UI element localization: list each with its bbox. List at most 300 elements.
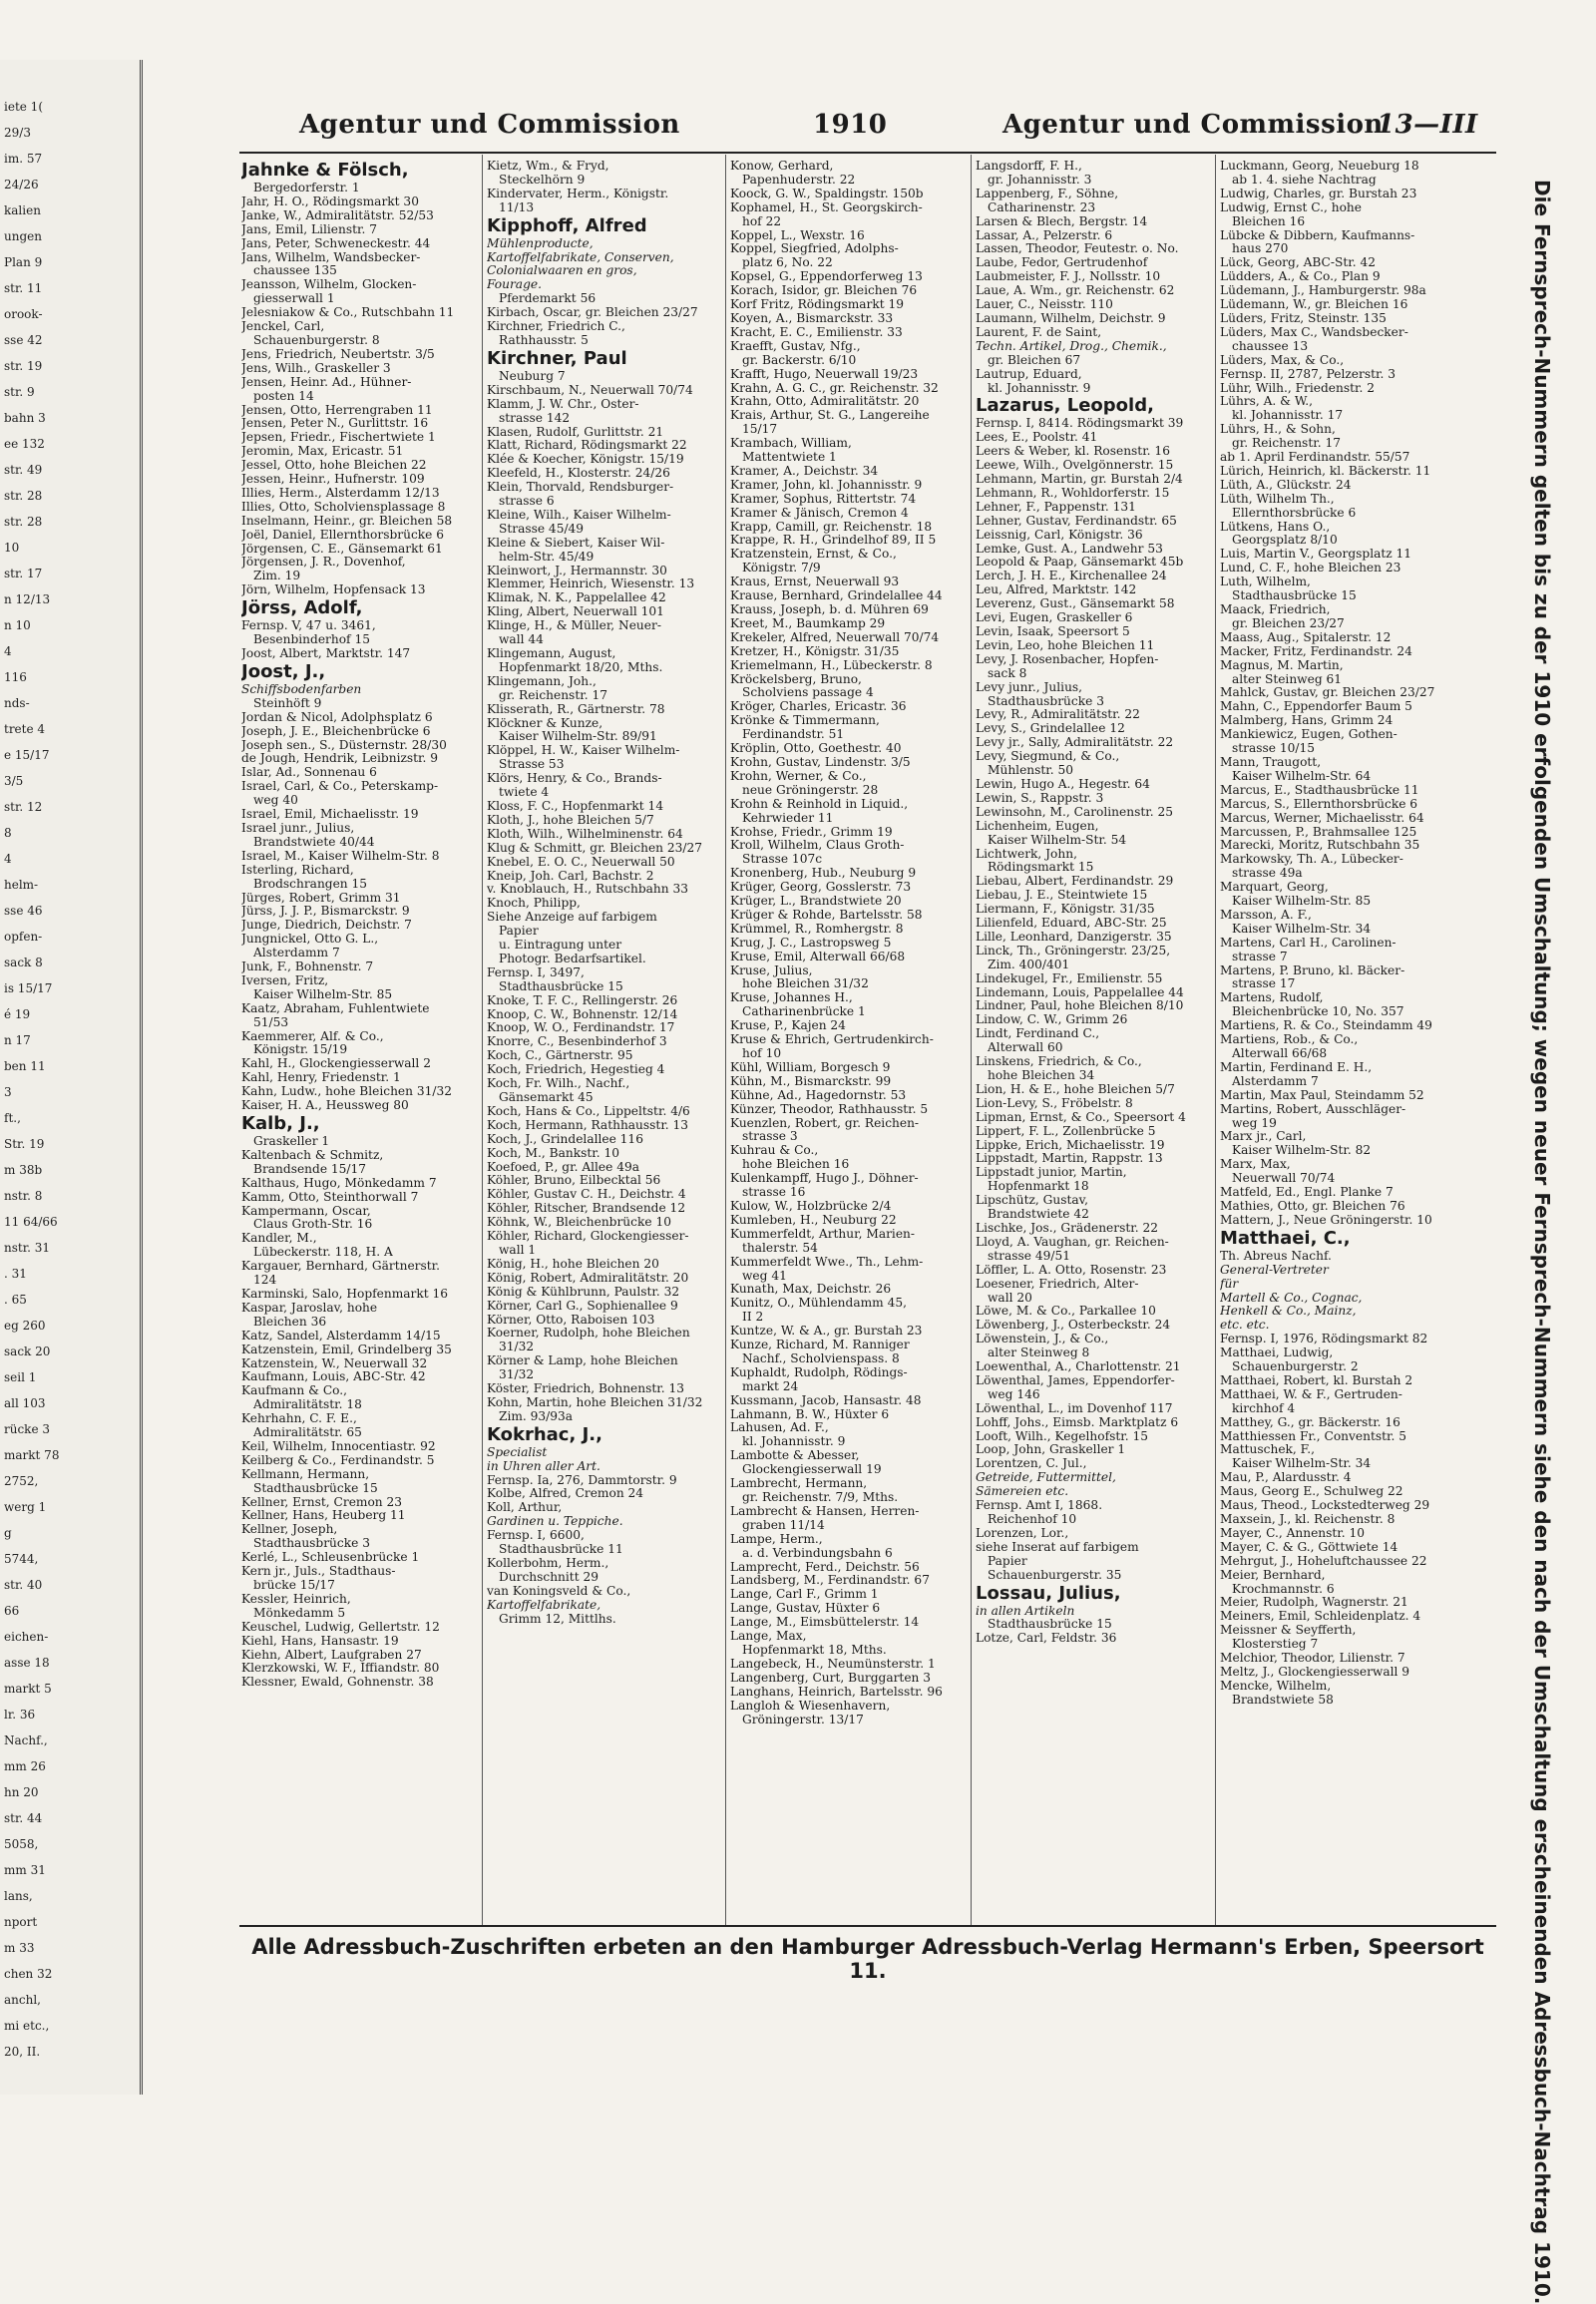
directory-entry: Lewin, S., Rappstr. 3 [976,791,1104,805]
header-right-title: Agentur und Commission [1002,110,1384,140]
edge-fragment: str. 28 [4,515,43,529]
directory-entry: Markowsky, Th. A., Lübecker- [1220,853,1403,867]
directory-entry: Lerch, J. H. E., Kirchenallee 24 [976,570,1167,583]
directory-entry: Koch, C., Gärtnerstr. 95 [487,1049,633,1063]
directory-entry: Lüders, Max C., Wandsbecker- [1220,325,1408,339]
edge-fragment: e 15/17 [4,748,50,762]
directory-entry: Lotze, Carl, Feldstr. 36 [976,1632,1117,1646]
directory-entry: Langloh & Wiesenhavern, [730,1699,891,1713]
directory-entry: Lewin, Hugo A., Hegestr. 64 [976,777,1150,791]
directory-entry: Kneip, Joh. Carl, Bachstr. 2 [487,869,654,883]
edge-fragment: Str. 19 [4,1137,45,1151]
directory-entry: Laurent, F. de Saint, [976,325,1102,339]
edge-fragment: é 19 [4,1007,31,1021]
firm-heading: Joost, J., [241,660,326,682]
header-left-title: Agentur und Commission [299,110,680,140]
directory-entry: Maass, Aug., Spitalerstr. 12 [1220,630,1392,644]
directory-entry: Fernsp. I, 1976, Rödingsmarkt 82 [1220,1333,1428,1346]
directory-entry: Künzer, Theodor, Rathhausstr. 5 [730,1102,929,1116]
column-divider [482,155,483,1925]
directory-entry: Krohn & Reinhold in Liquid., [730,797,909,811]
directory-entry: Kolbe, Alfred, Cremon 24 [487,1487,644,1501]
edge-fragment: kalien [4,203,41,217]
firm-heading: Jörss, Adolf, [241,597,363,619]
directory-entry: Jenckel, Carl, [241,320,325,334]
directory-entry: Klée & Koecher, Königstr. 15/19 [487,453,684,467]
directory-entry: Fernsp. II, 2787, Pelzerstr. 3 [1220,367,1396,381]
directory-entry: Lüth, Wilhelm Th., [1220,492,1335,506]
edge-fragment: 3/5 [4,774,24,788]
edge-fragment: markt 78 [4,1448,60,1462]
directory-entry: Bleichen 36 [253,1315,327,1329]
directory-entry: platz 6, No. 22 [742,256,833,270]
directory-entry: Kracht, E. C., Emilienstr. 33 [730,325,903,339]
directory-entry: Mencke, Wilhelm, [1220,1679,1332,1693]
directory-entry: Gänsemarkt 45 [499,1091,594,1104]
edge-fragment: ungen [4,229,42,243]
directory-entry: helm-Str. 45/49 [499,550,595,564]
directory-entry: Klöckner & Kunze, [487,716,603,730]
directory-entry: Meier, Rudolph, Wagnerstr. 21 [1220,1596,1408,1610]
directory-entry: Lippke, Erich, Michaelisstr. 19 [976,1138,1165,1152]
directory-entry: Brandsende 15/17 [253,1162,367,1176]
directory-entry: Kramer & Jänisch, Cremon 4 [730,506,909,520]
directory-entry: Lohff, Johs., Eimsb. Marktplatz 6 [976,1415,1179,1429]
directory-entry: Melchior, Theodor, Lilienstr. 7 [1220,1652,1405,1666]
directory-entry: Kaiser Wilhelm-Str. 82 [1232,1144,1372,1158]
directory-entry: kirchhof 4 [1232,1401,1296,1415]
directory-entry: Konow, Gerhard, [730,160,834,173]
directory-entry: Lichenheim, Eugen, [976,819,1099,833]
directory-entry: kl. Johannisstr. 17 [1232,409,1344,423]
directory-entry: Kroll, Wilhelm, Claus Groth- [730,839,905,853]
edge-fragment: g [4,1526,12,1540]
directory-entry: Martens, P. Bruno, kl. Bäcker- [1220,963,1405,977]
edge-fragment: 4 [4,852,12,866]
directory-entry: Köhler, Gustav C. H., Deichstr. 4 [487,1188,686,1202]
directory-entry: Lippstadt junior, Martin, [976,1166,1127,1180]
directory-entry: Lund, C. F., hohe Bleichen 23 [1220,562,1401,576]
directory-entry: weg 19 [1232,1116,1277,1130]
edge-fragment: rücke 3 [4,1422,51,1436]
directory-entry: Lütkens, Hans O., [1220,520,1331,534]
directory-entry: Kaemmerer, Alf. & Co., [241,1029,384,1043]
edge-fragment: im. 57 [4,152,43,166]
edge-fragment: 5058, [4,1837,39,1851]
footer-rule [239,1925,1496,1927]
directory-entry: Klerzkowski, W. F., Iffiandstr. 80 [241,1662,440,1676]
directory-entry: Jungnickel, Otto G. L., [241,933,379,947]
directory-entry: Kummerfeldt Wwe., Th., Lehm- [730,1255,924,1269]
directory-entry: Krambach, William, [730,437,852,451]
firm-heading: Kokrhac, J., [487,1423,602,1445]
directory-entry: Kühl, William, Borgesch 9 [730,1060,891,1074]
directory-entry: Neuerwall 70/74 [1232,1172,1336,1186]
directory-entry: Lautrup, Eduard, [976,367,1082,381]
directory-entry: Kandler, M., [241,1232,317,1246]
directory-entry: weg 41 [742,1269,787,1283]
directory-entry: strasse 49/51 [988,1249,1070,1263]
directory-entry: Kaufmann, Louis, ABC-Str. 42 [241,1370,426,1384]
directory-entry: Krais, Arthur, St. G., Langereihe [730,409,930,423]
directory-entry: Krüger, Georg, Gosslerstr. 73 [730,881,912,895]
directory-entry: Katz, Sandel, Alsterdamm 14/15 [241,1329,441,1343]
directory-entry: Leissnig, Carl, Königstr. 36 [976,528,1143,542]
directory-entry: Krüger & Rohde, Bartelsstr. 58 [730,908,923,922]
directory-entry: Kern jr., Juls., Stadthaus- [241,1565,396,1579]
directory-entry: General-Vertreter [1220,1263,1329,1277]
directory-entry: Strasse 45/49 [499,522,585,536]
side-notice: Die Fernsprech-Nummern gelten bis zu der 1910 erfolgenden Umschaltung; wegen neuer Fernsprech-Nummern siehe den nach der Umschaltung erscheinenden Adressbuch-Nachtrag 1910. [1530,180,1554,2304]
directory-entry: Matthaei, W. & F., Gertruden- [1220,1387,1402,1401]
directory-entry: Islar, Ad., Sonnenau 6 [241,766,377,780]
directory-entry: Brandstwiete 42 [988,1208,1089,1222]
directory-column-5 [1220,160,1459,1923]
directory-entry: Kloth, Wilh., Wilhelminenstr. 64 [487,827,683,841]
directory-entry: Knoke, T. F. C., Rellingerstr. 26 [487,993,678,1007]
edge-fragment: str. 9 [4,385,35,399]
directory-entry: Laumann, Wilhelm, Deichstr. 9 [976,311,1166,325]
directory-entry: Papier [499,925,539,939]
directory-entry: Krüger, L., Brandstwiete 20 [730,895,902,909]
directory-entry: wall 44 [499,633,544,647]
edge-fragment: lans, [4,1889,33,1903]
edge-fragment: . 65 [4,1293,27,1307]
directory-entry: gr. Bleichen 67 [988,353,1081,367]
directory-entry: Leewe, Wilh., Ovelgönnerstr. 15 [976,459,1174,473]
directory-entry: Claus Groth-Str. 16 [253,1218,373,1232]
firm-heading: Matthaei, C., [1220,1227,1351,1249]
firm-heading: Lazarus, Leopold, [976,395,1154,417]
directory-entry: Mehrgut, J., Hoheluftchaussee 22 [1220,1554,1427,1568]
directory-entry: Koch, Fr. Wilh., Nachf., [487,1077,630,1091]
directory-entry: Hopfenmarkt 18 [988,1180,1089,1194]
directory-entry: Fernsp. V, 47 u. 3461, [241,619,376,633]
edge-fragment: m 33 [4,1941,35,1955]
directory-entry: Mau, P., Alardusstr. 4 [1220,1471,1352,1485]
directory-entry: Liebau, J. E., Steintwiete 15 [976,889,1148,903]
directory-entry: Joseph sen., S., Düsternstr. 28/30 [241,738,447,752]
directory-entry: Ludwig, Ernst C., hohe [1220,200,1362,214]
directory-entry: chaussee 135 [253,264,337,278]
directory-entry: Klingemann, Joh., [487,674,597,688]
directory-entry: Stadthausbrücke 15 [499,979,623,993]
edge-fragment: all 103 [4,1396,46,1410]
directory-entry: gr. Reichenstr. 17 [1232,437,1341,451]
directory-entry: Krochmannstr. 6 [1232,1582,1335,1596]
directory-entry: Mankiewicz, Eugen, Gothen- [1220,728,1397,742]
directory-entry: Fernsp. I, 3497, [487,965,585,979]
edge-fragment: sse 42 [4,333,43,347]
directory-entry: Kramer, John, kl. Johannisstr. 9 [730,478,923,492]
directory-entry: v. Knoblauch, H., Rutschbahn 33 [487,883,688,897]
directory-entry: Kronenberg, Hub., Neuburg 9 [730,867,917,881]
directory-entry: Rathhausstr. 5 [499,333,589,347]
directory-entry: Kahl, H., Glockengiesserwall 2 [241,1057,431,1071]
directory-entry: Kargauer, Bernhard, Gärtnerstr. [241,1260,441,1274]
directory-entry: Matthiessen Fr., Conventstr. 5 [1220,1429,1407,1443]
directory-entry: Lange, Carl F., Grimm 1 [730,1588,879,1602]
directory-entry: Krahn, Otto, Admiralitätstr. 20 [730,395,920,409]
directory-entry: Kunath, Max, Deichstr. 26 [730,1283,892,1297]
directory-entry: ab 1. April Ferdinandstr. 55/57 [1220,451,1410,465]
edge-fragment: sack 20 [4,1344,51,1358]
directory-entry: Kiehn, Albert, Laufgraben 27 [241,1648,422,1662]
directory-entry: wall 1 [499,1243,537,1257]
directory-entry: Luth, Wilhelm, [1220,576,1311,589]
directory-entry: Lahmann, B. W., Hüxter 6 [730,1407,890,1421]
directory-entry: ab 1. 4. siehe Nachtrag [1232,173,1377,187]
directory-entry: Lührs, H., & Sohn, [1220,423,1336,437]
directory-entry: Jessen, Heinr., Hufnerstr. 109 [241,473,425,487]
directory-entry: u. Eintragung unter [499,939,622,953]
directory-entry: Kratzenstein, Ernst, & Co., [730,548,897,562]
directory-entry: Hopfenmarkt 18/20, Mths. [499,660,663,674]
directory-entry: Steinhöft 9 [253,696,322,710]
edge-fragment: 116 [4,670,27,684]
directory-entry: Kramer, Sophus, Rittertstr. 74 [730,492,917,506]
directory-entry: Mahn, C., Eppendorfer Baum 5 [1220,700,1412,714]
directory-entry: Lüth, A., Glückstr. 24 [1220,478,1352,492]
edge-fragment: 4 [4,644,12,658]
directory-entry: Keil, Wilhelm, Innocentiastr. 92 [241,1439,436,1453]
directory-entry: Kaltenbach & Schmitz, [241,1148,384,1162]
directory-entry: Königstr. 7/9 [742,562,821,576]
directory-entry: Karminski, Salo, Hopfenmarkt 16 [241,1287,449,1301]
directory-entry: Klörs, Henry, & Co., Brands- [487,772,662,786]
directory-entry: gr. Johannisstr. 3 [988,173,1092,187]
directory-entry: strasse 7 [1232,950,1288,963]
edge-fragment: . 31 [4,1267,27,1281]
edge-fragment: mm 31 [4,1863,46,1877]
directory-entry: Kulenkampff, Hugo J., Döhner- [730,1172,919,1186]
directory-entry: Krause, Bernhard, Grindelallee 44 [730,589,943,603]
directory-entry: 11/13 [499,200,535,214]
directory-entry: Körner, Otto, Raboisen 103 [487,1313,655,1327]
edge-fragment: orook- [4,307,43,321]
directory-entry: Lühr, Wilh., Friedenstr. 2 [1220,381,1376,395]
directory-entry: Jans, Peter, Schweneckestr. 44 [241,236,431,250]
edge-fragment: nds- [4,696,30,710]
edge-fragment: ee 132 [4,437,45,451]
directory-entry: Matfeld, Ed., Engl. Planke 7 [1220,1186,1394,1200]
directory-entry: Alterwall 66/68 [1232,1047,1328,1060]
directory-entry: Korf Fritz, Rödingsmarkt 19 [730,298,905,312]
edge-fragment: 20, II. [4,2045,41,2059]
edge-fragment: 10 [4,541,20,555]
directory-entry: Lehmann, Martin, gr. Burstah 2/4 [976,473,1183,487]
directory-entry: strasse 10/15 [1232,742,1315,756]
directory-entry: Levy, R., Admiralitätstr. 22 [976,708,1140,722]
directory-entry: Klöppel, H. W., Kaiser Wilhelm- [487,744,680,758]
directory-entry: Matthaei, Ludwig, [1220,1346,1334,1360]
directory-entry: Lauer, C., Neisstr. 110 [976,298,1113,312]
edge-fragment: anchl, [4,1993,41,2007]
directory-entry: Köhler, Ritscher, Brandsende 12 [487,1202,686,1216]
directory-entry: Loewenthal, A., Charlottenstr. 21 [976,1360,1181,1374]
directory-entry: II 2 [742,1311,764,1325]
directory-entry: Langsdorff, F. H., [976,160,1082,173]
directory-entry: Marcus, S., Ellernthorsbrücke 6 [1220,797,1418,811]
directory-entry: Kreet, M., Baumkamp 29 [730,616,886,630]
directory-entry: Kaiser Wilhelm-Str. 64 [1232,769,1372,783]
directory-entry: Krümmel, R., Romhergstr. 8 [730,922,904,936]
directory-entry: Mahlck, Gustav, gr. Bleichen 23/27 [1220,686,1435,700]
directory-entry: Krohn, Gustav, Lindenstr. 3/5 [730,755,911,769]
directory-entry: Fernsp. Ia, 276, Dammtorstr. 9 [487,1473,677,1487]
directory-entry: Kindervater, Herm., Königstr. [487,187,669,200]
directory-entry: Lambotte & Abesser, [730,1449,860,1463]
directory-entry: Katzenstein, Emil, Grindelberg 35 [241,1343,452,1356]
edge-fragment: n 12/13 [4,592,51,606]
directory-entry: Scholviens passage 4 [742,686,874,700]
directory-entry: de Jough, Hendrik, Leibnizstr. 9 [241,752,439,766]
directory-entry: Kohn, Martin, hohe Bleichen 31/32 [487,1395,703,1409]
directory-entry: Lippstadt, Martin, Rappstr. 13 [976,1152,1163,1166]
directory-entry: Levy jr., Sally, Admiralitätstr. 22 [976,736,1174,750]
directory-entry: Lindekugel, Fr., Emilienstr. 55 [976,971,1163,985]
directory-entry: Kuenzlen, Robert, gr. Reichen- [730,1116,920,1130]
directory-entry: Kröckelsberg, Bruno, [730,672,862,686]
directory-entry: Mattentwiete 1 [742,451,837,465]
edge-fragment: markt 5 [4,1682,52,1696]
directory-entry: Admiralitätstr. 18 [253,1398,362,1412]
directory-entry: Meiners, Emil, Schleidenplatz. 4 [1220,1610,1421,1624]
directory-entry: in allen Artikeln [976,1604,1075,1618]
directory-entry: Schiffsbodenfarben [241,682,362,696]
edge-fragment: nport [4,1915,38,1929]
directory-entry: Mühlenstr. 50 [988,764,1074,778]
directory-entry: Laube, Fedor, Gertrudenhof [976,256,1148,270]
edge-fragment: 29/3 [4,126,31,140]
directory-entry: Kirschbaum, N., Neuerwall 70/74 [487,383,693,397]
directory-entry: Kleine, Wilh., Kaiser Wilhelm- [487,508,671,522]
directory-entry: Jörn, Wilhelm, Hopfensack 13 [241,583,426,597]
edge-fragment: m 38b [4,1163,43,1177]
directory-entry: Zim. 19 [253,570,301,583]
directory-entry: Laue, A. Wm., gr. Reichenstr. 62 [976,284,1175,298]
directory-entry: Linck, Th., Gröningerstr. 23/25, [976,944,1171,958]
directory-entry: Gardinen u. Teppiche. [487,1515,623,1529]
directory-entry: Klug & Schmitt, gr. Bleichen 23/27 [487,841,703,855]
directory-entry: Maus, Georg E., Schulweg 22 [1220,1485,1403,1499]
directory-entry: Levin, Leo, hohe Bleichen 11 [976,638,1155,652]
directory-entry: Jörgensen, J. R., Dovenhof, [241,556,406,570]
directory-entry: Georgsplatz 8/10 [1232,534,1338,548]
directory-entry: Lees, E., Poolstr. 41 [976,431,1098,445]
directory-entry: Kuntze, W. & A., gr. Burstah 23 [730,1325,923,1339]
directory-entry: Jensen, Heinr. Ad., Hühner- [241,375,412,389]
directory-entry: Joost, Albert, Marktstr. 147 [241,647,411,660]
directory-entry: Koch, Hans & Co., Lippeltstr. 4/6 [487,1104,690,1118]
directory-entry: Koerner, Rudolph, hohe Bleichen [487,1327,690,1341]
directory-entry: Knebel, E. O. C., Neuerwall 50 [487,855,675,869]
directory-entry: hof 10 [742,1047,782,1060]
directory-entry: Israel, M., Kaiser Wilhelm-Str. 8 [241,849,440,863]
directory-entry: Siehe Anzeige auf farbigem [487,911,657,925]
directory-entry: strasse 6 [499,495,555,509]
directory-entry: Kollerbohm, Herm., [487,1557,609,1570]
directory-page [150,60,1576,2304]
directory-entry: Meltz, J., Glockengiesserwall 9 [1220,1665,1410,1679]
directory-entry: Knoop, W. O., Ferdinandstr. 17 [487,1021,675,1035]
directory-entry: Kellner, Hans, Heuberg 11 [241,1509,406,1523]
directory-entry: Macker, Fritz, Ferdinandstr. 24 [1220,644,1412,658]
directory-entry: Mathies, Otto, gr. Bleichen 76 [1220,1199,1405,1213]
firm-heading: Kirchner, Paul [487,347,627,369]
edge-fragment: 66 [4,1604,20,1618]
directory-entry: 31/32 [499,1341,535,1354]
directory-entry: Krapp, Camill, gr. Reichenstr. 18 [730,520,933,534]
directory-entry: Klein, Thorvald, Rendsburger- [487,481,674,495]
directory-entry: Brandstwiete 40/44 [253,835,375,849]
directory-entry: Israel, Carl, & Co., Peterskamp- [241,780,439,794]
directory-entry: hohe Bleichen 34 [988,1069,1095,1082]
directory-entry: Liermann, F., Königstr. 31/35 [976,903,1155,917]
directory-entry: wall 20 [988,1291,1032,1305]
directory-entry: Lange, M., Eimsbüttelerstr. 14 [730,1616,920,1630]
directory-entry: posten 14 [253,389,314,403]
edge-fragment: sse 46 [4,904,43,918]
directory-entry: Langebeck, H., Neumünsterstr. 1 [730,1657,936,1671]
directory-entry: König & Kühlbrunn, Paulstr. 32 [487,1285,680,1299]
directory-entry: Knoop, C. W., Bohnenstr. 12/14 [487,1007,678,1021]
directory-entry: Klisserath, R., Gärtnerstr. 78 [487,702,665,716]
edge-fragment: str. 19 [4,359,43,373]
directory-entry: Zim. 93/93a [499,1409,574,1423]
directory-column-3 [730,160,968,1923]
directory-entry: Marx, Max, [1220,1158,1291,1172]
directory-entry: Glockengiesserwall 19 [742,1463,882,1477]
directory-entry: Kietz, Wm., & Fryd, [487,160,609,173]
directory-entry: Leers & Weber, kl. Rosenstr. 16 [976,445,1170,459]
directory-entry: weg 40 [253,794,298,808]
directory-column-2 [487,160,722,1923]
directory-entry: Durchschnitt 29 [499,1570,598,1584]
directory-entry: Kalthaus, Hugo, Mönkedamm 7 [241,1176,437,1190]
edge-fragment: helm- [4,878,39,892]
edge-fragment: iete 1( [4,100,43,114]
directory-entry: Koll, Arthur, [487,1501,563,1515]
directory-entry: Marx jr., Carl, [1220,1130,1307,1144]
edge-fragment: seil 1 [4,1370,37,1384]
directory-entry: Koppel, L., Wexstr. 16 [730,228,865,242]
directory-entry: Kaiser, H. A., Heussweg 80 [241,1099,409,1113]
directory-entry: Jürss, J. J. P., Bismarckstr. 9 [241,905,410,919]
directory-entry: Lüders, Max, & Co., [1220,353,1345,367]
directory-entry: Krohn, Werner, & Co., [730,769,867,783]
directory-entry: hohe Bleichen 16 [742,1158,850,1172]
directory-entry: haus 270 [1232,242,1289,256]
directory-entry: Löffler, L. A. Otto, Rosenstr. 23 [976,1263,1167,1277]
directory-entry: Koch, J., Grindelallee 116 [487,1132,643,1146]
directory-entry: thalerstr. 54 [742,1241,818,1255]
directory-entry: Klosterstieg 7 [1232,1638,1319,1652]
directory-entry: Kellner, Ernst, Cremon 23 [241,1495,403,1509]
directory-entry: Laubmeister, F. J., Nollsstr. 10 [976,270,1161,284]
directory-entry: Admiralitätstr. 65 [253,1426,362,1440]
directory-entry: Mühlenproducte, [487,236,594,250]
directory-entry: Löwenberg, J., Osterbeckstr. 24 [976,1319,1171,1333]
page-number: 13—III [1377,110,1478,140]
directory-entry: Kraus, Ernst, Neuerwall 93 [730,576,900,589]
directory-entry: Koch, Friedrich, Hegestieg 4 [487,1063,665,1077]
directory-entry: Lehner, F., Pappenstr. 131 [976,500,1136,514]
directory-entry: Martin, Max Paul, Steindamm 52 [1220,1088,1424,1102]
directory-entry: Jensen, Otto, Herrengraben 11 [241,403,433,417]
edge-fragment: bahn 3 [4,411,46,425]
directory-entry: Stadthausbrücke 15 [253,1481,378,1495]
